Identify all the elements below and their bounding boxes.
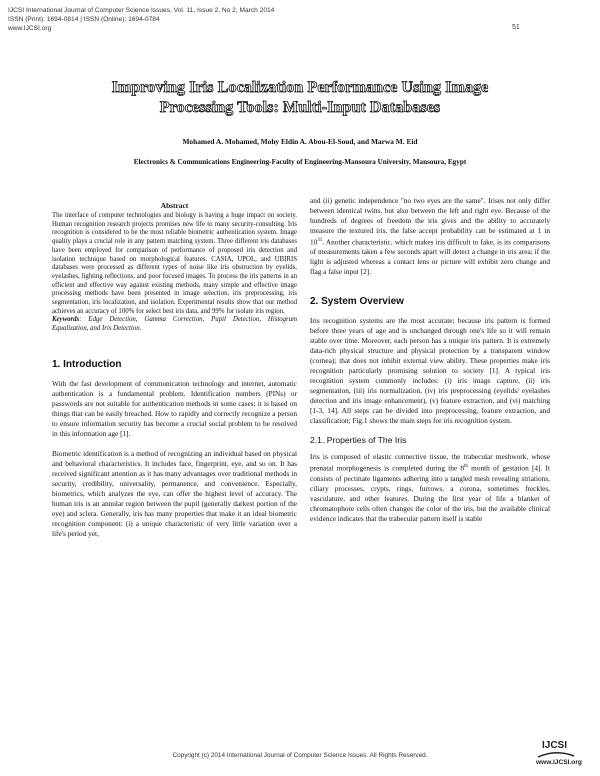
keywords-label: Keywords — [52, 316, 80, 324]
system-overview-paragraph: Iris recognition systems are the most accurate; because iris pattern is formed before three years of age and is unchanged through one's life so it will remain stable over time. Moreover, each person has a unique iris pattern. It is extremely data-rich physical structure and physical protection by a transparent window (cornea); that does not inhibit external view ability. These properties make iris recognition particularly promising solution to society [1]. A typical iris recognition system commonly includes: (i) iris image capture, (ii) iris segmentation, (iii) iris normalization, (iv) iris preprocessing (eyelids/ eyelashes detection and iris image enhancement), (v) feature extraction, and (vi) matching [1-3, 14]. All steps can be divided into preprocessing, feature extraction, and classification; Fig.1 shows the main steps for iris recognition system. — [310, 316, 550, 426]
paper-title — [60, 78, 540, 118]
system-overview-heading: 2. System Overview — [310, 296, 404, 308]
logo-bottom-text: www.IJCSI.org — [536, 759, 582, 766]
affiliation: Electronics & Communications Engineering-Faculty of Engineering-Mansoura University, Mansoura, Egypt — [133, 158, 467, 166]
iris-properties-heading: 2.1. Properties of The Iris — [310, 435, 407, 446]
journal-header — [8, 6, 528, 33]
properties-text-b: month of gestation [4]. It consists of pectinate ligaments adhering into a tangled mesh revealing striations, ciliary processes, crypts, rings, furrows, a corona, sometimes freckles, vasculature, and other features. During the first year of life a blanket of chromatophore cells often changes the color of the iris, but the available clinical evidence indicates that the trabecular pattern itself is stable — [310, 463, 551, 523]
superscript: 31 — [317, 238, 323, 243]
paragraph-text-a: and (ii) genetic independence "no two eyes are the same". Irises not only differ between identical twins, but also between the left and right eye. Because of the hundreds of degrees of freedom the iris gives and the ability to accurately measure the textured iris, the false accept probability can be estimated at 1 in 10 — [310, 196, 550, 247]
copyright-footer: Copyright (c) 2014 International Journal of Computer Science Issues. All Rights Reserved. — [172, 752, 428, 759]
keywords — [52, 316, 297, 333]
superscript: th — [464, 464, 468, 470]
journal-header-line3: www.IJCSI.org — [8, 25, 52, 32]
introduction-heading: 1. Introduction — [52, 358, 122, 370]
right-column — [310, 196, 550, 524]
introduction-paragraph-2: Biometric identification is a method of recognizing an individual based on physical and behavioral characteristics. It includes face, fingerprint, eye, and so on. It has received significant attention as it has many advantages over traditional methods in security, credibility, universality, permanence, and convenience. Especially, biometrics, which analyzes the eye, can offer the highest level of accuracy. The human iris is an annular region between the pupil (generally darkest portion of the eye) and sclera. Generally, iris has many properties that make it an ideal biometric recognition component: (i) a unique characteristic of very little variation over a life's period yet, — [52, 448, 297, 538]
authors: Mohamed A. Mohamed, Mohy Eldin A. Abou-El-Soud, and Marwa M. Eid — [182, 137, 418, 146]
iris-properties-paragraph — [310, 452, 550, 523]
paper-title-line2: Processing Tools: Multi-Input Databases — [159, 99, 441, 116]
genetic-independence-paragraph — [310, 196, 550, 277]
paragraph-text-b: . Another characteristic, which makes iris difficult to fake, is its comparisons of measurements taken a few seconds apart will detect a change in iris area; if the light is adjusted whereas a contact lens or picture will exhibit zero change and flag a false input [2]. — [310, 237, 550, 277]
journal-header-line2: ISSN (Print): 1694-0814 | ISSN (Online): 1694-0784 — [8, 16, 160, 23]
abstract-heading: Abstract — [160, 201, 189, 210]
logo-swoosh-icon — [536, 751, 576, 759]
abstract-text: The interface of computer technologies and biology is having a huge impact on society. Human recognition research projects promises new life to many security-consulting. Iris recognition is considered to be the most reliable biometric authentication system. Image quality plays a crucial role in any pattern matching system. Three different iris databases have been employed for comparison of performance of proposed iris detection and isolation technique based on morphological features. CASIA, UPOL, and UBIRIS databases were processed as different types of noise like iris obstruction by eyelids, eyelashes, lighting reflections, and poor focused images. To process the iris patterns in an efficient and effective way against existing methods, many simple and effective image processing methods have been presented in image selection, iris preprocessing, iris segmentation, iris localization, and isolation. Experimental results show that our method achieves an accuracy of 100% for select best iris data, and 99% for isolate iris region. — [52, 212, 297, 315]
left-column — [52, 201, 297, 539]
keywords-text: : Edge Detection, Gamma Correction, Pupil Detection, Histogram Equalization, and Iris Detection. — [52, 316, 297, 333]
journal-logo — [536, 740, 582, 770]
journal-header-line1: IJCSI International Journal of Computer Science Issues, Vol. 11, Issue 2, No 2, March 2014 — [8, 7, 275, 14]
properties-text-a: Iris is composed of elastic connective tissue, the trabecular meshwork, whose prenatal morphogenesis is completed during the 8 — [310, 452, 550, 473]
page-number: 51 — [512, 24, 520, 31]
logo-top-text: IJCSI — [542, 740, 568, 751]
introduction-paragraph-1: With the fast development of communication technology and internet, automatic authentication is a fundamental problem. Identification numbers (PINs) or passwords are not suitable for authentication methods in some cases; it is based on things that can be easily breached. How to rapidly and correctly recognize a person to ensure information security has become a crucial social problem to be resolved in this information age [1]. — [52, 378, 297, 438]
paper-title-line1: Improving Iris Localization Performance Using Image — [111, 79, 489, 96]
